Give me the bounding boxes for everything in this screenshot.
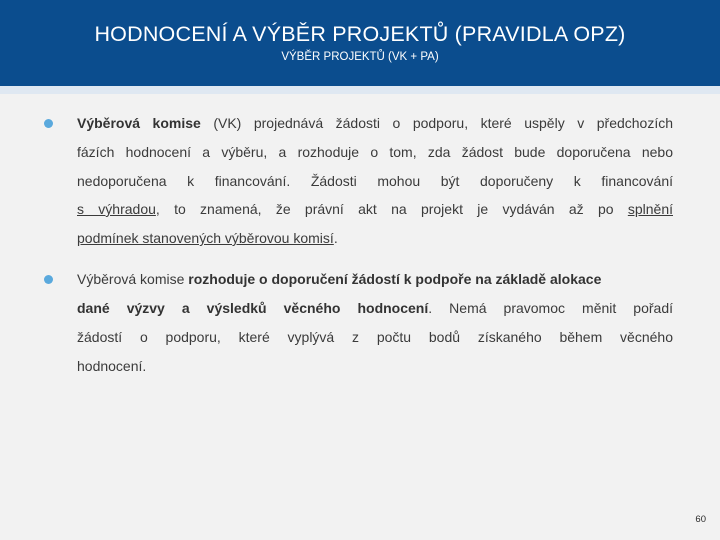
text-run: . Nemá pravomoc měnit pořadí (428, 300, 673, 316)
paragraph-1-line-3: nedoporučena k financování. Žádosti mohou být doporučeny k financování (77, 173, 673, 189)
paragraph-2-line-3: žádostí o podporu, které vyplývá z počtu bodů získaného během věcného (77, 329, 673, 345)
text-run: (VK) projednává žádosti o podporu, které uspěly v předchozích (200, 115, 674, 131)
paragraph-1-line-5 (77, 229, 673, 247)
underlined-text: splnění (627, 201, 673, 217)
slide-subtitle: VÝBĚR PROJEKTŮ (VK + PA) (281, 51, 439, 63)
underlined-text: s výhradou (77, 201, 156, 217)
bold-text: rozhoduje o doporučení žádostí k podpoře na základě alokace (188, 271, 602, 287)
page-number: 60 (695, 514, 706, 525)
text-run: . (333, 230, 338, 246)
bold-text: dané výzvy a výsledků věcného hodnocení (77, 300, 429, 316)
text-run: Výběrová komise (77, 271, 189, 287)
text-run: , to znamená, že právní akt na projekt je vydáván až po (155, 201, 628, 217)
bold-term: Výběrová komise (77, 115, 201, 131)
paragraph-2-line-4: hodnocení. (77, 358, 147, 374)
bullet-dot-icon (44, 275, 53, 284)
bullet-dot-icon (44, 119, 53, 128)
slide-title: HODNOCENÍ A VÝBĚR PROJEKTŮ (PRAVIDLA OPZ) (94, 22, 626, 46)
paragraph-1-line-4 (77, 200, 673, 218)
paragraph-2-line-2 (77, 299, 673, 317)
paragraph-1-line-2: fázích hodnocení a výběru, a rozhoduje o tom, zda žádost bude doporučena nebo (77, 144, 673, 160)
underlined-text: podmínek stanovených výběrovou komisí (77, 230, 334, 246)
paragraph-2-line-1 (77, 270, 673, 288)
paragraph-1-line-1 (77, 114, 673, 132)
